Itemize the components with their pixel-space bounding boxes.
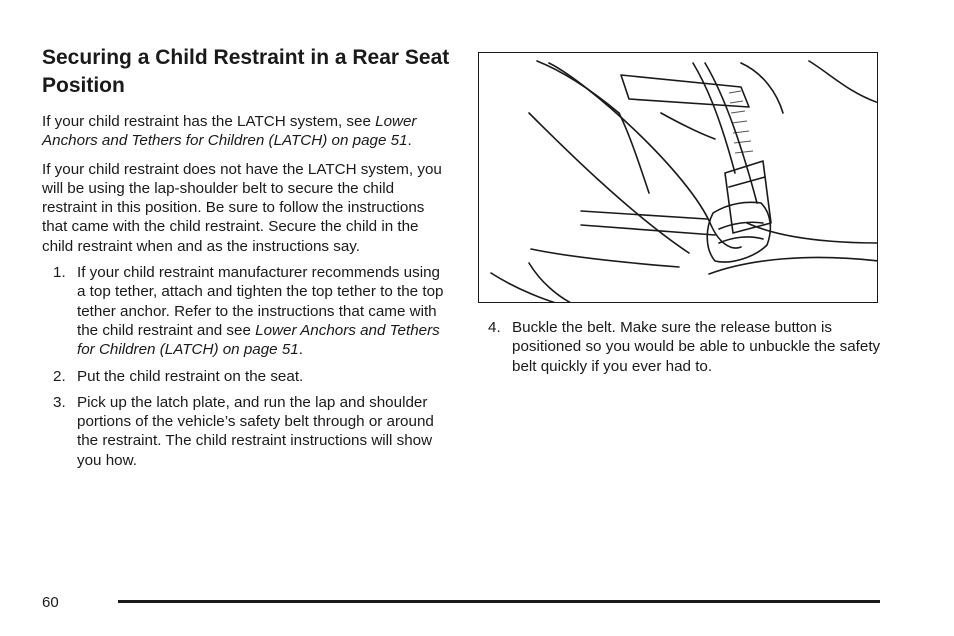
steps-list-continued: [488, 318, 888, 376]
right-column: [488, 318, 888, 383]
step-item: [42, 263, 452, 359]
section-heading: Securing a Child Restraint in a Rear Seat Position: [42, 46, 450, 97]
steps-list: [42, 263, 452, 470]
step-item: [488, 318, 888, 376]
step-text: If your child restraint manufacturer recommends using a top tether, attach and tighten the top tether to the top tether anchor. Refer to the instructions that came with the child restraint and see: [77, 264, 444, 339]
step-text: Pick up the latch plate, and run the lap and shoulder portions of the vehicle’s safety belt through or around the restraint. The child restraint instructions will show you how.: [77, 393, 434, 469]
lap-shoulder-paragraph: If your child restraint does not have the LATCH system, you will be using the lap-shoulder belt to secure the child restraint in this position. Be sure to follow the instructions that came with the child restraint. Secure the child in the child restraint when and as the instructions say.: [42, 160, 442, 255]
latch-paragraph-text: If your child restraint has the LATCH system, see: [42, 113, 376, 130]
latch-paragraph-end: .: [407, 132, 412, 150]
latch-cross-reference: Lower Anchors and Tethers for Children (LATCH) on page 51: [42, 113, 417, 150]
step-item: [42, 393, 452, 470]
left-column: [42, 112, 452, 477]
buckle-line-drawing: [479, 53, 878, 303]
step-number: 1.: [53, 264, 66, 282]
step-number: 3.: [53, 393, 66, 411]
step-number: 4.: [488, 319, 501, 336]
buckle-illustration: [478, 52, 878, 303]
page-number: 60: [42, 594, 59, 611]
step-text: Put the child restraint on the seat.: [77, 367, 304, 385]
step-text-end: .: [298, 341, 303, 359]
step-number: 2.: [53, 367, 66, 385]
step-cross-reference: Lower Anchors and Tethers for Children (LATCH) on page 51: [77, 321, 440, 359]
latch-paragraph: [42, 112, 452, 151]
step-text: Buckle the belt. Make sure the release button is positioned so you would be able to unbuckle the safety belt quickly if you ever had to.: [512, 319, 881, 375]
step-item: [42, 367, 452, 386]
footer-rule: [118, 600, 880, 603]
